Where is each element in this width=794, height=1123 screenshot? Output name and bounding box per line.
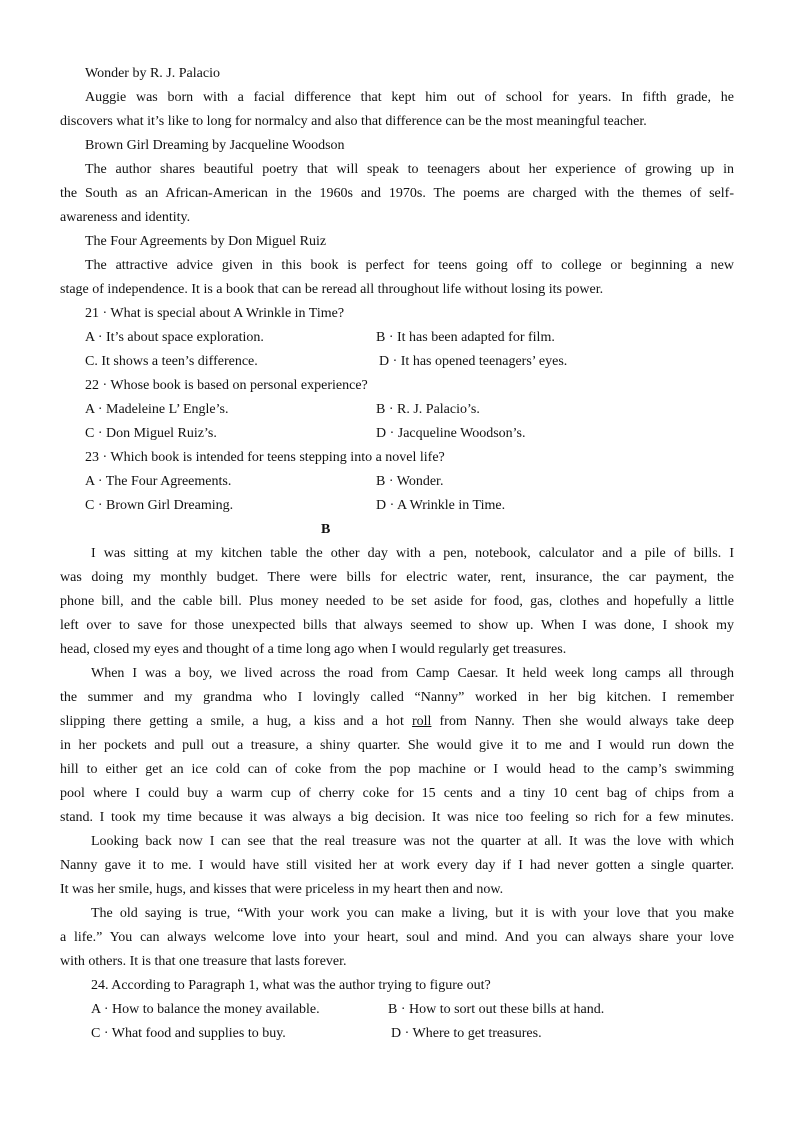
book-desc-brown-girl-line-3: awareness and identity. [60,210,191,225]
passage-b-p4-line-2: a life.” You can always welcome love into your heart, soul and mind. And you can always share your love [60,930,734,945]
question-22-option-c: C · Don Miguel Ruiz’s. [85,426,217,441]
question-22-option-d: D · Jacqueline Woodson’s. [376,426,526,441]
section-b-heading: B [321,522,331,537]
passage-b-p4-line-1: The old saying is true, “With your work you can make a living, but it is with your love that you make [91,906,734,921]
question-23-option-c: C · Brown Girl Dreaming. [85,498,234,513]
passage-b-p1-line-2: was doing my monthly budget. There were bills for electric water, rent, insurance, the car payment, the [60,570,734,585]
question-21-stem: 21 · What is special about A Wrinkle in Time? [85,306,345,321]
passage-b-p2-line-2: the summer and my grandma who I lovingly called “Nanny” worked in her big kitchen. I remember [60,690,734,705]
underlined-word-roll: roll [411,714,432,729]
question-22-option-b: B · R. J. Palacio’s. [376,402,480,417]
question-23-option-a: A · The Four Agreements. [85,474,232,489]
passage-b-p2-line-6: pool where I could buy a warm cup of cherry coke for 15 cents and a tiny 10 cent bag of chips from a [60,786,734,801]
passage-b-p3-line-3: It was her smile, hugs, and kisses that were priceless in my heart then and now. [60,882,504,897]
question-23-option-b: B · Wonder. [376,474,444,489]
passage-b-p1-line-4: left over to save for those unexpected bills that always seemed to show up. When I was done, I shook my [60,618,734,633]
book-desc-brown-girl-line-1: The author shares beautiful poetry that will speak to teenagers about her experience of growing up in [85,162,734,177]
passage-b-p1-line-5: head, closed my eyes and thought of a time long ago when I would regularly get treasures. [60,642,567,657]
book-title-wonder: Wonder by R. J. Palacio [85,66,220,81]
question-23-option-d: D · A Wrinkle in Time. [376,498,506,513]
passage-b-p2-line-3-start: slipping there getting a smile, a hug, a kiss and a hot [60,714,412,729]
passage-b-p2-line-7: stand. I took my time because it was always a big decision. It was nice too feeling so rich for a few minutes. [60,810,734,825]
passage-b-p2-line-3 [60,710,734,734]
question-21-option-a: A · It’s about space exploration. [85,330,264,345]
book-title-four-agreements: The Four Agreements by Don Miguel Ruiz [85,234,327,249]
question-22-stem: 22 · Whose book is based on personal experience? [85,378,368,393]
book-desc-four-agreements-line-1: The attractive advice given in this book is perfect for teens going off to college or beginning a new [85,258,734,273]
passage-b-p2-line-1: When I was a boy, we lived across the road from Camp Caesar. It held week long camps all through [91,666,734,681]
question-22-option-a: A · Madeleine L’ Engle’s. [85,402,229,417]
book-desc-brown-girl-line-2: the South as an African-American in the 1960s and 1970s. The poems are charged with the themes of self- [60,186,734,201]
passage-b-p3-line-1: Looking back now I can see that the real treasure was not the quarter at all. It was the love with which [91,834,734,849]
question-21-option-b: B · It has been adapted for film. [376,330,555,345]
question-23-stem: 23 · Which book is intended for teens stepping into a novel life? [85,450,445,465]
book-desc-four-agreements-line-2: stage of independence. It is a book that can be reread all throughout life without losing its power. [60,282,604,297]
question-21-option-c: C. It shows a teen’s difference. [85,354,258,369]
question-24-option-a: A · How to balance the money available. [91,1002,320,1017]
passage-b-p2-line-4: in her pockets and pull out a treasure, a shiny quarter. She would give it to me and I would run down the [60,738,734,753]
passage-b-p3-line-2: Nanny gave it to me. I would have still visited her at work every day if I had never gotten a single quarter. [60,858,734,873]
passage-b-p2-line-3-end: from Nanny. Then she would always take deep [431,714,734,729]
question-24-option-c: C · What food and supplies to buy. [91,1026,286,1041]
question-21-option-d: D · It has opened teenagers’ eyes. [379,354,568,369]
question-24-option-d: D · Where to get treasures. [391,1026,542,1041]
book-desc-wonder-line-2: discovers what it’s like to long for normalcy and also that difference can be the most meaningful teacher. [60,114,647,129]
passage-b-p1-line-3: phone bill, and the cable bill. Plus money needed to be set aside for food, gas, clothes and hopefully a little [60,594,734,609]
book-desc-wonder-line-1: Auggie was born with a facial difference that kept him out of school for years. In fifth grade, he [85,90,734,105]
question-24-option-b: B · How to sort out these bills at hand. [388,1002,605,1017]
question-24-stem: 24. According to Paragraph 1, what was the author trying to figure out? [91,978,491,993]
book-title-brown-girl: Brown Girl Dreaming by Jacqueline Woodson [85,138,345,153]
passage-b-p1-line-1: I was sitting at my kitchen table the other day with a pen, notebook, calculator and a pile of bills. I [91,546,734,561]
passage-b-p2-line-5: hill to either get an ice cold can of coke from the pop machine or I would head to the camp’s swimming [60,762,734,777]
passage-b-p4-line-3: with others. It is that one treasure that lasts forever. [60,954,347,969]
